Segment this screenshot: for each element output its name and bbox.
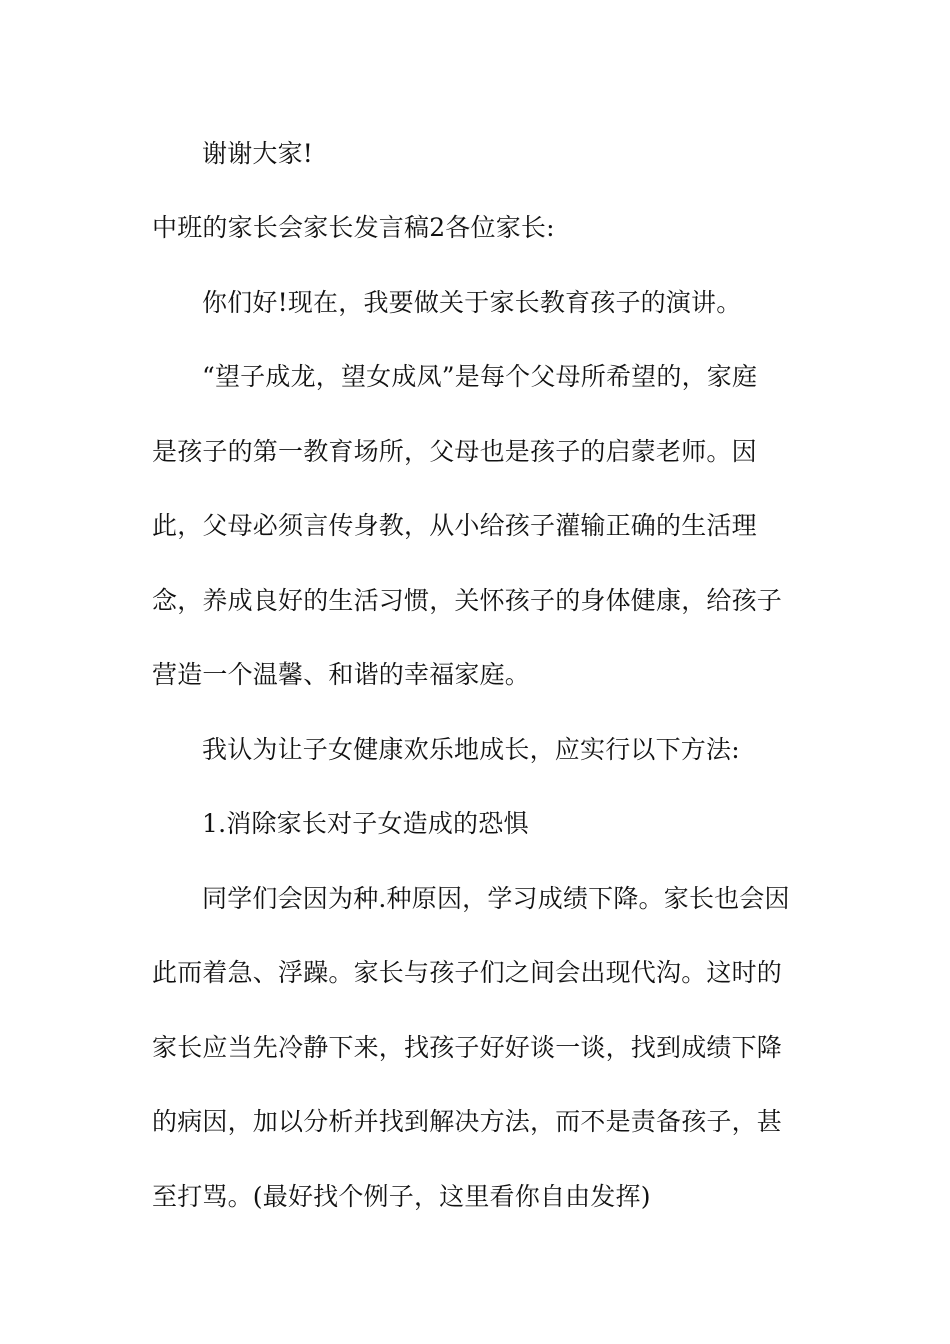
text-line-paragraph: 营造一个温馨、和谐的幸福家庭。 (152, 660, 531, 689)
text-line-methods-intro: 我认为让子女健康欢乐地成长，应实行以下方法: (202, 735, 740, 764)
text-line-paragraph: 同学们会因为种.种原因，学习成绩下降。家长也会因 (202, 884, 790, 913)
text-line-paragraph: 此，父母必须言传身教，从小给孩子灌输正确的生活理 (152, 511, 757, 540)
text-line-paragraph: 家长应当先冷静下来，找孩子好好谈一谈，找到成绩下降 (152, 1033, 783, 1062)
text-line-paragraph: 是孩子的第一教育场所，父母也是孩子的启蒙老师。因 (152, 437, 757, 466)
text-line-paragraph: “望子成龙，望女成凤”是每个父母所希望的，家庭 (202, 362, 758, 391)
text-line-paragraph: 念，养成良好的生活习惯，关怀孩子的身体健康，给孩子 (152, 586, 783, 615)
text-line-paragraph: 此而着急、浮躁。家长与孩子们之间会出现代沟。这时的 (152, 958, 783, 987)
text-line-greeting: 你们好!现在，我要做关于家长教育孩子的演讲。 (202, 288, 742, 317)
text-line-paragraph: 的病因，加以分析并找到解决方法，而不是责备孩子，甚 (152, 1107, 783, 1136)
text-line-heading: 中班的家长会家长发言稿2各位家长: (152, 213, 555, 242)
text-line-thanks: 谢谢大家! (202, 139, 314, 168)
text-line-list-item: 1.消除家长对子女造成的恐惧 (202, 809, 529, 838)
text-line-paragraph: 至打骂。(最好找个例子，这里看你自由发挥) (152, 1182, 651, 1211)
